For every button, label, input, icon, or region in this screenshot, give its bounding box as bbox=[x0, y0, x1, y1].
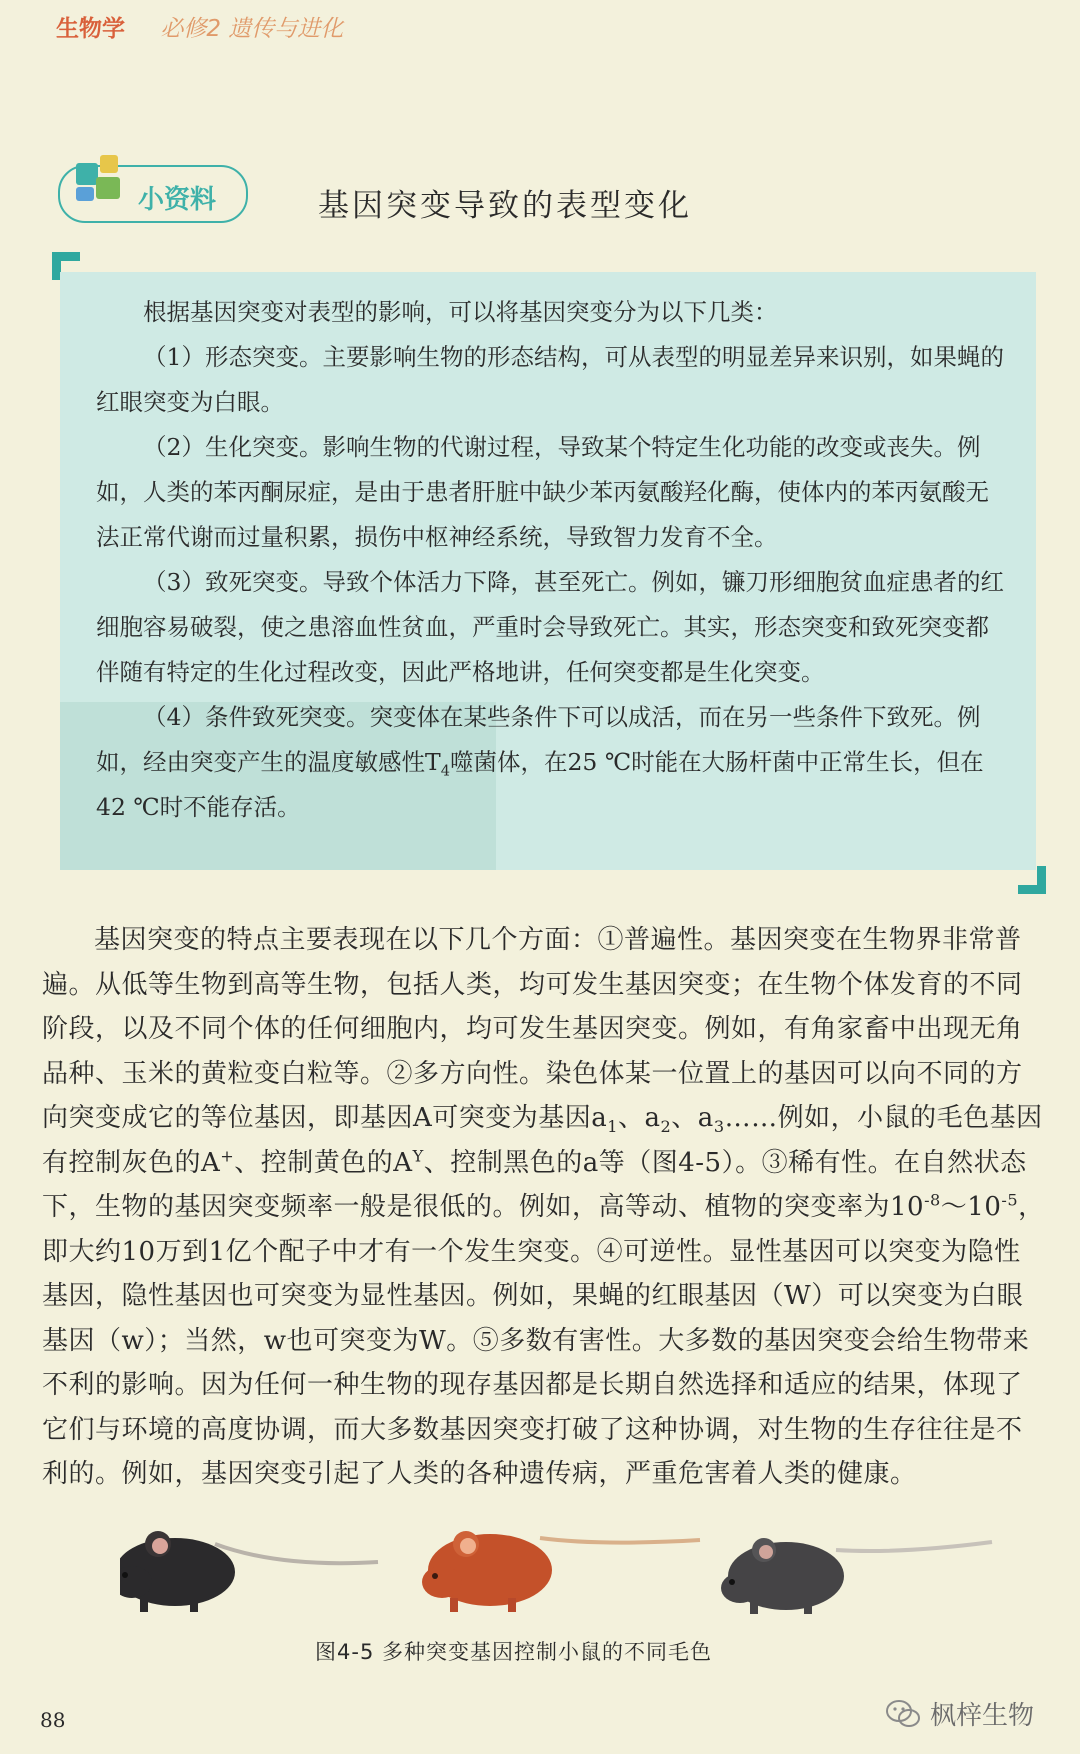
main-sub-2: 2 bbox=[660, 1117, 672, 1137]
subject-label: 生物学 bbox=[56, 16, 125, 42]
main-sup-4: -5 bbox=[1001, 1190, 1019, 1210]
p4-part-a: （4）条件致死突变。突变体在某些条件下可以成活，而在另一些条件下致死。例如，经由突变产生的温度敏感性T bbox=[96, 703, 981, 776]
puzzle-icon bbox=[76, 155, 126, 205]
main-sup-2: Y bbox=[412, 1145, 424, 1165]
main-sub-3: 3 bbox=[713, 1117, 725, 1137]
main-sub-1: 1 bbox=[607, 1117, 619, 1137]
main-sup-3: -8 bbox=[924, 1190, 941, 1210]
page-header bbox=[56, 10, 343, 43]
p4-part-b: 噬菌体，在25 ℃时能在大肠杆菌中正常生长，但在42 ℃时不能存活。 bbox=[96, 748, 984, 821]
info-badge bbox=[58, 165, 248, 223]
main-text-6: 、控制黑色的a等（图4-5）。③稀有性。在自然状态下，生物的基因突变频率一般是很低的。例如，高等动、植物的突变率为10 bbox=[42, 1147, 1027, 1222]
main-text-4: ……例如，小鼠的毛色基因有控制灰色的A bbox=[42, 1103, 1043, 1178]
info-paragraph-3: （3）致死突变。导致个体活力下降，甚至死亡。例如，镰刀形细胞贫血症患者的红细胞容易破裂，使之患溶血性贫血，严重时会导致死亡。其实，形态突变和致死突变都伴随有特定的生化过程改变，因此严格地讲，任何突变都是生化突变。 bbox=[96, 568, 1004, 686]
info-text bbox=[96, 290, 1004, 830]
info-paragraph-1: （1）形态突变。主要影响生物的形态结构，可从表型的明显差异来识别，如果蝇的红眼突变为白眼。 bbox=[96, 343, 1004, 416]
corner-bracket-bottom-right bbox=[1018, 866, 1046, 894]
info-box bbox=[60, 272, 1036, 870]
yellow-mouse-image bbox=[422, 1531, 700, 1612]
main-text-8: ，即大约10万到1亿个配子中才有一个发生突变。④可逆性。显性基因可以突变为隐性基因，隐性基因也可突变为显性基因。例如，果蝇的红眼基因（W）可以突变为白眼基因（w）；当然，w也可突变为W。⑤多数有害性。大多数的基因突变会给生物带来不利的影响。因为任何一种生物的现存基因都是长期自然选择和适应的结果，体现了它们与环境的高度协调，而大多数基因突变打破了这种协调，对生物的生存往往是不利的。例如，基因突变引起了人类的各种遗传病，严重危害着人类的健康。 bbox=[42, 1192, 1045, 1489]
black-mouse-image bbox=[120, 1531, 378, 1612]
main-text-5: 、控制黄色的A bbox=[234, 1147, 413, 1178]
info-title: 基因突变导致的表型变化 bbox=[318, 188, 692, 224]
main-paragraph bbox=[42, 918, 1046, 1497]
gray-mouse-image bbox=[721, 1538, 992, 1614]
main-text-7: ～10 bbox=[940, 1192, 1002, 1222]
info-intro: 根据基因突变对表型的影响，可以将基因突变分为以下几类： bbox=[143, 298, 778, 326]
main-text-1: 基因突变的特点主要表现在以下几个方面：①普遍性。基因突变在生物界非常普遍。从低等生物到高等生物，包括人类，均可发生基因突变；在生物个体发育的不同阶段，以及不同个体的任何细胞内，均可发生基因突变。例如，有角家畜中出现无角品种、玉米的黄粒变白粒等。②多方向性。染色体某一位置上的基因可以向不同的方向突变成它的等位基因，即基因A可突变为基因a bbox=[42, 925, 1023, 1133]
info-paragraph-4 bbox=[96, 695, 1004, 830]
main-sup-1: + bbox=[220, 1145, 235, 1165]
main-text-2: 、a bbox=[618, 1103, 661, 1133]
page-number: 88 bbox=[40, 1708, 66, 1732]
wechat-icon bbox=[886, 1699, 920, 1729]
figure-caption: 图4-5 多种突变基因控制小鼠的不同毛色 bbox=[315, 1640, 712, 1664]
main-text-3: 、a bbox=[671, 1103, 714, 1133]
figure-mice bbox=[120, 1510, 1000, 1630]
p4-subscript: 4 bbox=[440, 762, 450, 780]
badge-label: 小资料 bbox=[138, 185, 217, 215]
book-title: 必修2 遗传与进化 bbox=[160, 16, 344, 42]
watermark-text: 枫梓生物 bbox=[930, 1701, 1035, 1731]
info-paragraph-2: （2）生化突变。影响生物的代谢过程，导致某个特定生化功能的改变或丧失。例如，人类的苯丙酮尿症，是由于患者肝脏中缺少苯丙氨酸羟化酶，使体内的苯丙氨酸无法正常代谢而过量积累，损伤中枢神经系统，导致智力发育不全。 bbox=[96, 433, 989, 551]
